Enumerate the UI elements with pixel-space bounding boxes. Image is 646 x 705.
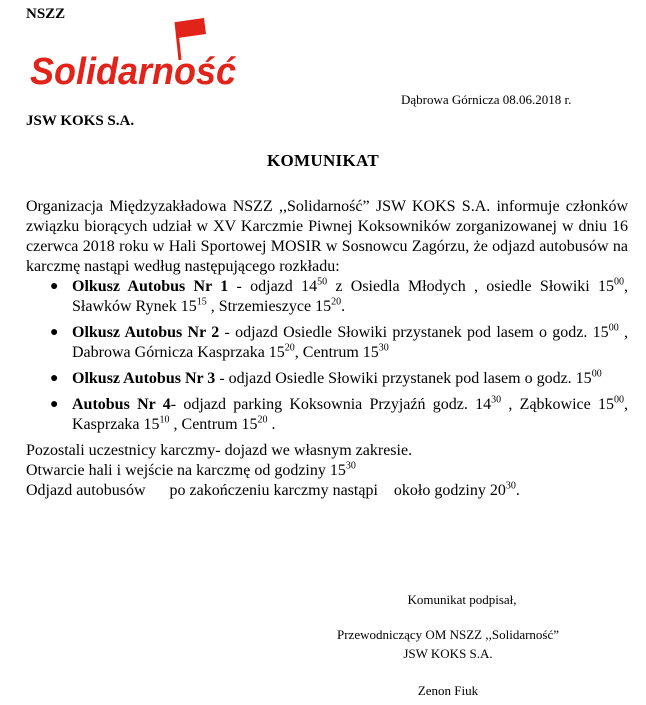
bus-item: [26, 323, 628, 363]
departure-time-sup: 30: [505, 480, 516, 492]
bullet-icon: ●: [50, 397, 59, 412]
bus-route-text: , Kasprzaka 15: [72, 396, 629, 433]
bullet-icon: ●: [50, 371, 59, 386]
bus-route-text: .: [267, 416, 276, 433]
time-minutes-sup: 20: [284, 342, 295, 354]
bullet-icon: ●: [50, 279, 59, 294]
opening-text: Otwarcie hali i wejście na karczmę od godziny 15: [26, 462, 346, 479]
announcement-body: [26, 197, 628, 501]
time-minutes-sup: 15: [196, 296, 207, 308]
company-name: JSW KOKS S.A.: [26, 113, 135, 129]
opening-line: [26, 461, 628, 481]
bus-route-text: - odjazd 14: [228, 278, 318, 295]
time-minutes-sup: 00: [614, 276, 625, 288]
bus-schedule-list: [26, 277, 628, 435]
bus-item: [26, 369, 628, 389]
bus-route-text: .: [341, 298, 346, 315]
bus-route-text: , Dabrowa Górnicza Kasprzaka 15: [72, 324, 628, 361]
signature-label: Komunikat podpisał,: [407, 592, 517, 607]
departure-end: .: [515, 482, 520, 499]
date-line: Dąbrowa Górnicza 08.06.2018 r.: [401, 92, 572, 107]
bus-route-text: , Centrum 15: [169, 416, 258, 433]
opening-time-sup: 30: [345, 460, 356, 472]
org-name: NSZZ: [26, 6, 66, 22]
departure-text: Odjazd autobusów po zakończeniu karczmy nastąpi około godziny 20: [26, 482, 506, 499]
bus-item: [26, 395, 628, 435]
logo-flag: [176, 18, 206, 38]
time-minutes-sup: 30: [491, 394, 502, 406]
bullet-icon: ●: [50, 325, 59, 340]
page-title: KOMUNIKAT: [267, 151, 379, 170]
signature-role: Przewodniczący OM NSZZ ,,Solidarność”: [336, 627, 560, 642]
bus-route-text: , Centrum 15: [294, 344, 379, 361]
bus-item: [26, 277, 628, 317]
bus-name: Olkusz Autobus Nr 1: [72, 278, 229, 295]
signature-name: Zenon Fiuk: [417, 683, 479, 698]
bus-name: Autobus Nr 4: [72, 396, 171, 413]
others-line: Pozostali uczestnicy karczmy- dojazd we własnym zakresie.: [26, 442, 413, 459]
time-minutes-sup: 00: [608, 322, 619, 334]
bus-route-text: , Ząbkowice 15: [501, 396, 615, 413]
bus-name: Olkusz Autobus Nr 2: [72, 324, 220, 341]
time-minutes-sup: 10: [159, 414, 170, 426]
signature-company: JSW KOKS S.A.: [403, 646, 493, 661]
time-minutes-sup: 20: [331, 296, 342, 308]
time-minutes-sup: 20: [257, 414, 268, 426]
time-minutes-sup: 50: [317, 276, 328, 288]
solidarnosc-logo: [28, 14, 238, 94]
intro-paragraph: Organizacja Międzyzakładowa NSZZ ,,Solidarność” JSW KOKS S.A. informuje członków związku biorących udział w XV Karczmie Piwnej Koksowników zorganizowanej w dniu 16 czerwca 2018 roku w Hali Sportowej MOSIR w Sosnowcu Zagórzu, że odjazd autobusów na karczmę nastąpi według następującego rozkładu:: [26, 198, 628, 275]
bus-route-text: - odjazd Osiedle Słowiki przystanek pod lasem o godz. 15: [219, 324, 609, 341]
time-minutes-sup: 00: [614, 394, 625, 406]
bus-route-text: z Osiedla Młodych , osiedle Słowiki 15: [327, 278, 615, 295]
bus-route-text: , Sławków Rynek 15: [72, 278, 629, 315]
logo-text: Solidarność: [30, 51, 237, 93]
departure-line: [26, 481, 628, 501]
time-minutes-sup: 30: [378, 342, 389, 354]
time-minutes-sup: 00: [591, 368, 602, 380]
bus-route-text: , Strzemieszyce 15: [206, 298, 332, 315]
bus-route-text: - odjazd parking Koksownia Przyjaźń godz. 14: [170, 396, 492, 413]
bus-name: Olkusz Autobus Nr 3: [72, 370, 216, 387]
bus-route-text: - odjazd Osiedle Słowiki przystanek pod lasem o godz. 15: [215, 370, 592, 387]
